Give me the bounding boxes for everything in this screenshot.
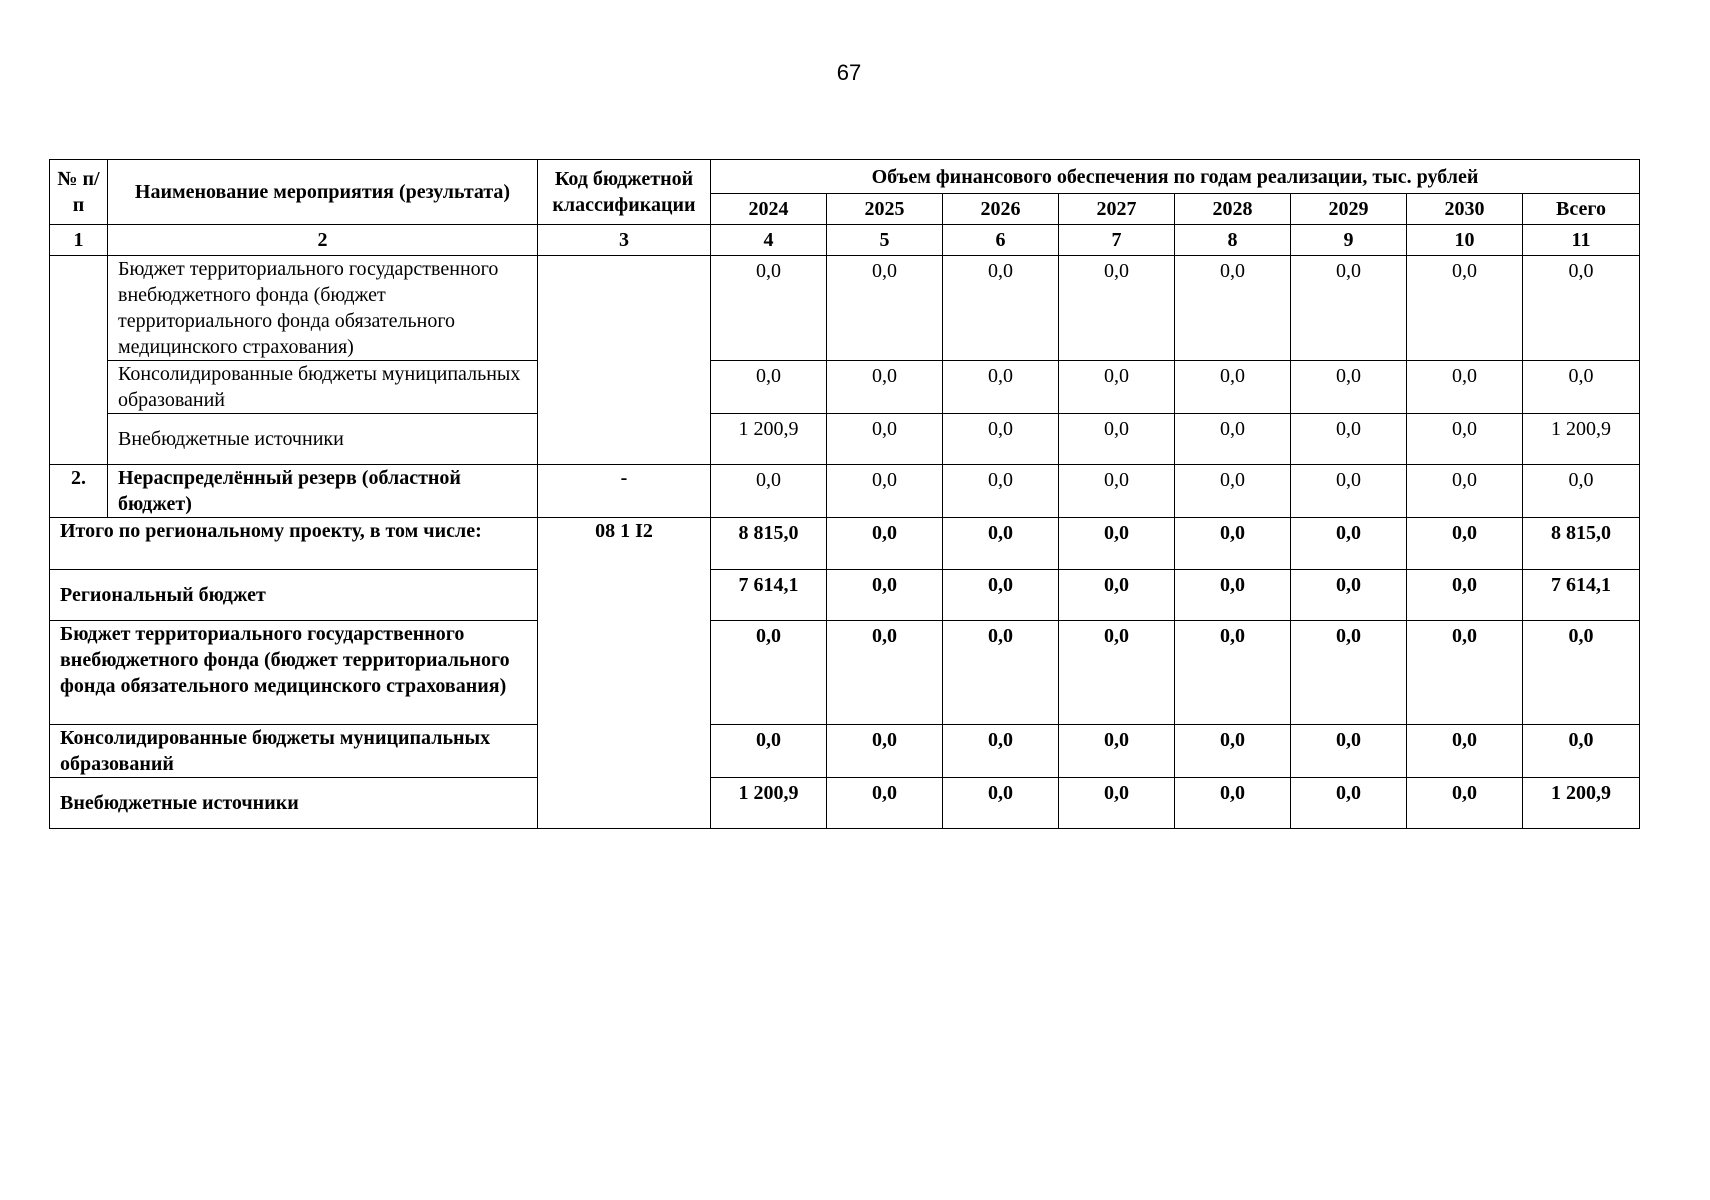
row-value: 0,0 [1291, 725, 1407, 778]
column-index: 4 [711, 225, 827, 256]
row-code [538, 256, 711, 465]
row-value: 1 200,9 [1523, 778, 1640, 829]
row-value: 8 815,0 [711, 518, 827, 570]
row-value: 0,0 [827, 414, 943, 465]
column-index: 7 [1059, 225, 1175, 256]
row-value: 0,0 [1291, 361, 1407, 414]
row-value: 0,0 [943, 518, 1059, 570]
row-value: 0,0 [1175, 570, 1291, 621]
header-total: Всего [1523, 194, 1640, 225]
row-name: Консолидированные бюджеты муниципальных образований [50, 725, 538, 778]
header-year: 2028 [1175, 194, 1291, 225]
row-value: 0,0 [1059, 414, 1175, 465]
table-row [50, 256, 1640, 361]
row-code: 08 1 I2 [538, 518, 711, 829]
row-name: Внебюджетные источники [108, 414, 538, 465]
row-value: 0,0 [1175, 361, 1291, 414]
column-index: 10 [1407, 225, 1523, 256]
row-value: 0,0 [1407, 465, 1523, 518]
row-value: 0,0 [943, 570, 1059, 621]
row-number: 2. [50, 465, 108, 518]
row-value: 0,0 [827, 256, 943, 361]
header-no: № п/п [50, 160, 108, 225]
row-value: 1 200,9 [711, 778, 827, 829]
row-value: 0,0 [827, 621, 943, 725]
row-name: Региональный бюджет [50, 570, 538, 621]
column-index: 8 [1175, 225, 1291, 256]
row-value: 0,0 [1291, 621, 1407, 725]
header-volume: Объем финансового обеспечения по годам реализации, тыс. рублей [711, 160, 1640, 194]
row-value: 8 815,0 [1523, 518, 1640, 570]
table-row [50, 518, 1640, 570]
row-value: 0,0 [1059, 256, 1175, 361]
header-year: 2027 [1059, 194, 1175, 225]
row-value: 0,0 [1291, 778, 1407, 829]
row-name: Бюджет территориального государственного внебюджетного фонда (бюджет территориального фонда обязательного медицинского страхования) [50, 621, 538, 725]
table-row [50, 778, 1640, 829]
row-value: 0,0 [1407, 778, 1523, 829]
column-index: 9 [1291, 225, 1407, 256]
table-row [50, 361, 1640, 414]
row-value: 0,0 [827, 361, 943, 414]
row-value: 7 614,1 [1523, 570, 1640, 621]
row-value: 0,0 [1059, 361, 1175, 414]
row-value: 0,0 [1175, 725, 1291, 778]
row-value: 0,0 [827, 725, 943, 778]
row-value: 0,0 [1407, 621, 1523, 725]
table-row [50, 414, 1640, 465]
table-row [50, 570, 1640, 621]
header-year: 2025 [827, 194, 943, 225]
row-value: 0,0 [827, 570, 943, 621]
row-value: 0,0 [1291, 518, 1407, 570]
header-code: Код бюджетной классификации [538, 160, 711, 225]
row-name: Нераспределённый резерв (областной бюджет) [108, 465, 538, 518]
row-value: 0,0 [943, 256, 1059, 361]
header-year: 2029 [1291, 194, 1407, 225]
row-value: 0,0 [1523, 256, 1640, 361]
row-value: 7 614,1 [711, 570, 827, 621]
table-row [50, 725, 1640, 778]
column-index: 6 [943, 225, 1059, 256]
row-value: 1 200,9 [711, 414, 827, 465]
row-value: 0,0 [1523, 725, 1640, 778]
row-name: Итого по региональному проекту, в том числе: [50, 518, 538, 570]
budget-table [49, 159, 1640, 829]
column-index: 2 [108, 225, 538, 256]
column-index: 1 [50, 225, 108, 256]
row-value: 0,0 [943, 465, 1059, 518]
table-row [50, 621, 1640, 725]
row-value: 0,0 [1523, 465, 1640, 518]
row-value: 0,0 [827, 465, 943, 518]
table-row [50, 465, 1640, 518]
row-value: 0,0 [827, 518, 943, 570]
row-value: 0,0 [1407, 361, 1523, 414]
header-year: 2024 [711, 194, 827, 225]
row-value: 0,0 [1175, 778, 1291, 829]
row-value: 0,0 [1407, 570, 1523, 621]
row-name: Внебюджетные источники [50, 778, 538, 829]
row-value: 0,0 [1291, 570, 1407, 621]
row-value: 0,0 [1523, 621, 1640, 725]
row-value: 0,0 [943, 361, 1059, 414]
header-name: Наименование мероприятия (результата) [108, 160, 538, 225]
page-number: 67 [836, 60, 862, 85]
row-value: 0,0 [1291, 465, 1407, 518]
row-name: Консолидированные бюджеты муниципальных образований [108, 361, 538, 414]
row-value: 0,0 [1407, 256, 1523, 361]
row-value: 0,0 [1059, 778, 1175, 829]
row-value: 0,0 [1175, 465, 1291, 518]
row-value: 0,0 [1407, 414, 1523, 465]
row-value: 0,0 [827, 778, 943, 829]
row-value: 0,0 [1523, 361, 1640, 414]
row-value: 0,0 [1059, 465, 1175, 518]
row-value: 0,0 [943, 621, 1059, 725]
row-value: 0,0 [1059, 518, 1175, 570]
row-name: Бюджет территориального государственного внебюджетного фонда (бюджет территориального фонда обязательного медицинского страхования) [108, 256, 538, 361]
column-index: 3 [538, 225, 711, 256]
row-code: - [538, 465, 711, 518]
row-value: 0,0 [711, 725, 827, 778]
row-value: 0,0 [1175, 621, 1291, 725]
row-value: 0,0 [1407, 725, 1523, 778]
row-value: 0,0 [711, 621, 827, 725]
row-value: 0,0 [1175, 518, 1291, 570]
row-value: 0,0 [943, 778, 1059, 829]
row-value: 0,0 [711, 465, 827, 518]
row-value: 0,0 [711, 361, 827, 414]
row-value: 0,0 [1059, 570, 1175, 621]
column-index: 11 [1523, 225, 1640, 256]
column-index: 5 [827, 225, 943, 256]
row-value: 0,0 [1407, 518, 1523, 570]
row-value: 0,0 [1059, 621, 1175, 725]
row-value: 0,0 [1291, 256, 1407, 361]
row-value: 0,0 [943, 414, 1059, 465]
row-value: 0,0 [1175, 414, 1291, 465]
row-value: 0,0 [1175, 256, 1291, 361]
row-value: 0,0 [1291, 414, 1407, 465]
header-year: 2030 [1407, 194, 1523, 225]
row-value: 0,0 [711, 256, 827, 361]
header-year: 2026 [943, 194, 1059, 225]
row-value: 0,0 [1059, 725, 1175, 778]
row-value: 0,0 [943, 725, 1059, 778]
row-value: 1 200,9 [1523, 414, 1640, 465]
row-number [50, 256, 108, 465]
